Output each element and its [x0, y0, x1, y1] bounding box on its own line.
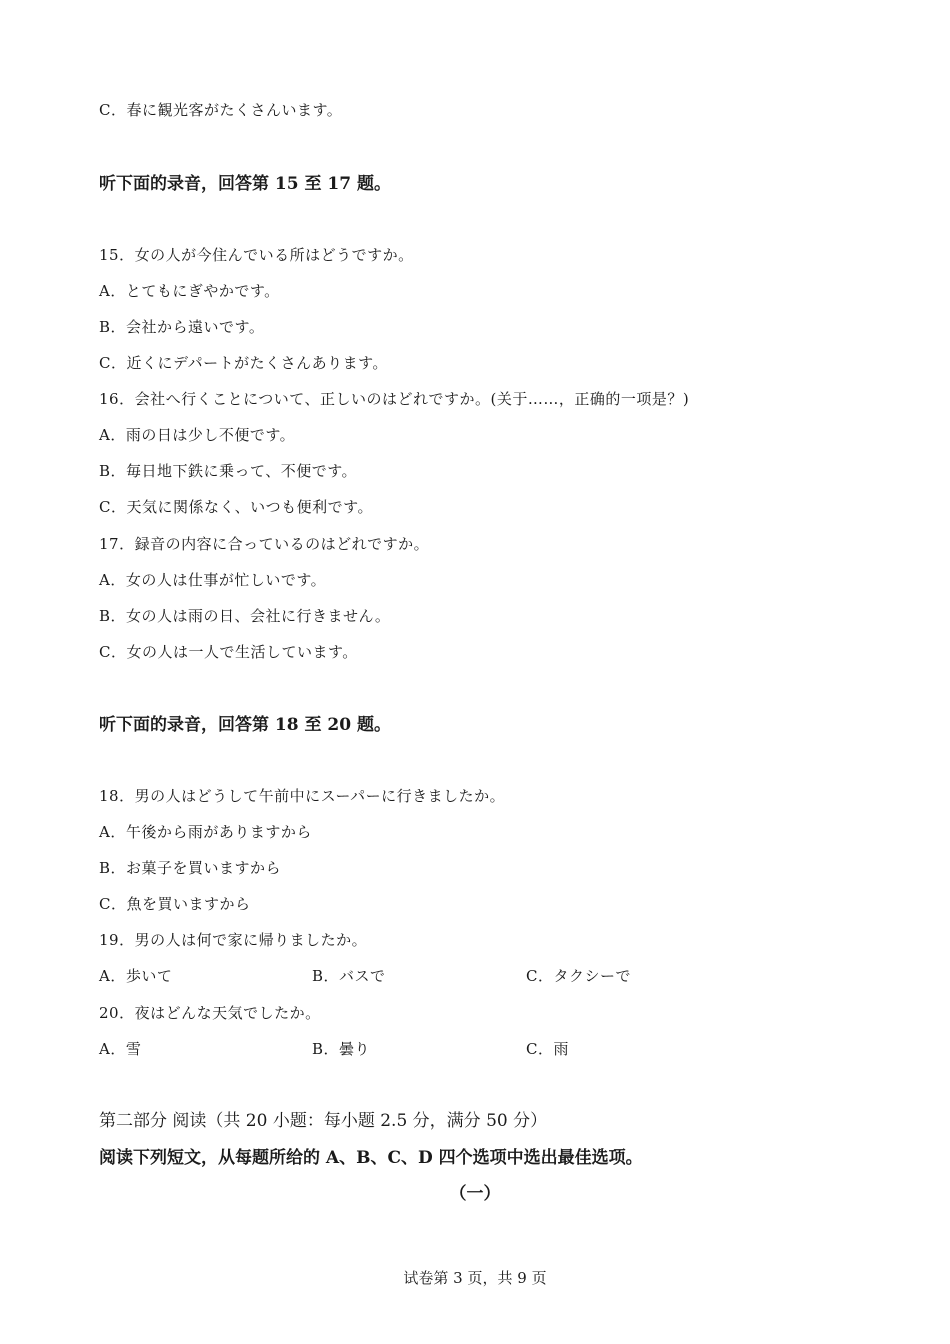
- option-q16-b: B．毎日地下鉄に乗って、不便です。: [99, 462, 358, 480]
- question-19: 19．男の人は何で家に帰りましたか。: [99, 931, 368, 949]
- option-q18-a: A．午後から雨がありますから: [99, 823, 312, 841]
- option-q19-b: B．バスで: [312, 967, 386, 985]
- option-q18-c: C．魚を買いますから: [99, 895, 251, 913]
- option-q16-c: C．天気に関係なく、いつも便利です。: [99, 498, 373, 516]
- part-two-title: 第二部分 阅读（共 20 小题：每小题 2.5 分，满分 50 分）: [99, 1111, 548, 1131]
- question-15: 15．女の人が今住んでいる所はどうですか。: [99, 246, 414, 264]
- options-q19: [99, 966, 859, 986]
- section-heading-15-17: 听下面的录音，回答第 15 至 17 题。: [99, 174, 391, 194]
- question-16: 16．会社へ行くことについて、正しいのはどれですか。(关于……，正确的一项是？): [99, 390, 690, 408]
- option-q20-a: A．雪: [99, 1040, 142, 1058]
- page-footer: 试卷第 3 页，共 9 页: [403, 1269, 547, 1287]
- option-q20-c: C．雨: [526, 1040, 569, 1058]
- question-20: 20．夜はどんな天気でしたか。: [99, 1004, 321, 1022]
- options-q20: [99, 1039, 859, 1059]
- question-17: 17．録音の内容に合っているのはどれですか。: [99, 535, 430, 553]
- option-q15-c: C．近くにデパートがたくさんあります。: [99, 354, 388, 372]
- question-18: 18．男の人はどうして午前中にスーパーに行きましたか。: [99, 787, 506, 805]
- option-q14-c: C．春に観光客がたくさんいます。: [99, 101, 343, 119]
- option-q17-c: C．女の人は一人で生活しています。: [99, 643, 358, 661]
- option-q19-c: C．タクシーで: [526, 967, 631, 985]
- option-q15-a: A．とてもにぎやかです。: [99, 282, 280, 300]
- option-q19-a: A．歩いて: [99, 967, 173, 985]
- option-q16-a: A．雨の日は少し不便です。: [99, 426, 296, 444]
- section-heading-18-20: 听下面的录音，回答第 18 至 20 题。: [99, 715, 391, 735]
- option-q17-a: A．女の人は仕事が忙しいです。: [99, 571, 327, 589]
- option-q18-b: B．お菓子を買いますから: [99, 859, 282, 877]
- reading-instruction: 阅读下列短文，从每题所给的 A、B、C、D 四个选项中选出最佳选项。: [99, 1148, 643, 1168]
- option-q15-b: B．会社から遠いです。: [99, 318, 265, 336]
- passage-number: （一）: [449, 1184, 501, 1204]
- option-q17-b: B．女の人は雨の日、会社に行きません。: [99, 607, 391, 625]
- option-q20-b: B．曇り: [312, 1040, 371, 1058]
